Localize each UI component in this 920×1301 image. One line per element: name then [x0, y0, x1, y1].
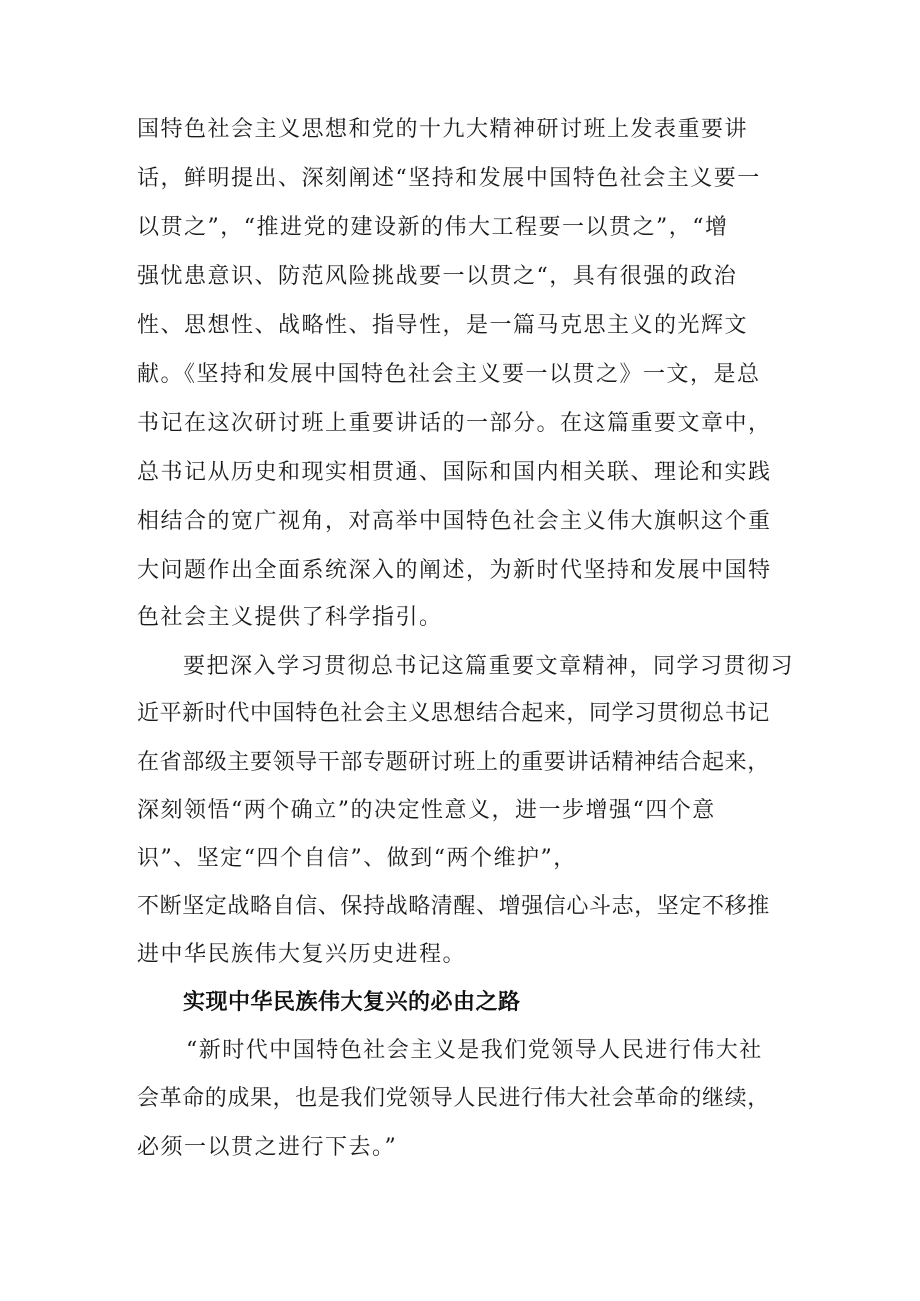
- paragraph-2-line-4: 深刻领悟“两个确立”的决定性意义，进一步增强“四个意: [137, 798, 716, 823]
- paragraph-2-line-1: 要把深入学习贯彻总书记这篇重要文章精神，同学习贯彻习: [183, 654, 795, 679]
- paragraph-2-line-6: 不断坚定战略自信、保持战略清醒、增强信心斗志，坚定不移推: [137, 894, 770, 919]
- paragraph-1-line-4: 强忧患意识、防范风险挑战要一以贯之“，具有很强的政治: [137, 264, 738, 289]
- paragraph-2-line-3: 在省部级主要领导干部专题研讨班上的重要讲话精神结合起来，: [137, 750, 770, 775]
- paragraph-1-line-10: 大问题作出全面系统深入的阐述，为新时代坚持和发展中国特: [137, 558, 772, 583]
- paragraph-1-line-5: 性、思想性、战略性、指导性，是一篇马克思主义的光辉文: [137, 313, 749, 338]
- paragraph-2-line-2: 近平新时代中国特色社会主义思想结合起来，同学习贯彻总书记: [137, 701, 770, 726]
- paragraph-1-line-7: 书记在这次研讨班上重要讲话的一部分。在这篇重要文章中，: [137, 411, 772, 436]
- paragraph-2-line-7: 进中华民族伟大复兴历史进程。: [137, 942, 467, 967]
- paragraph-1-line-1: 国特色社会主义思想和党的十九大精神研讨班上发表重要讲: [137, 117, 749, 142]
- quote-line-1: “新时代中国特色社会主义是我们党领导人民进行伟大社: [186, 1038, 763, 1063]
- paragraph-1-line-6: 献。《坚持和发展中国特色社会主义要一以贯之》一文，是总: [137, 362, 761, 387]
- paragraph-1-line-11: 色社会主义提供了科学指引。: [137, 605, 443, 630]
- paragraph-1-line-2: 话，鲜明提出、深刻阐述“坚持和发展中国特色社会主义要一: [137, 166, 761, 191]
- paragraph-1-line-8: 总书记从历史和现实相贯通、国际和国内相关联、理论和实践: [137, 460, 772, 485]
- paragraph-1-line-9: 相结合的宽广视角，对高举中国特色社会主义伟大旗帜这个重: [137, 509, 772, 534]
- quote-line-3: 必须一以贯之进行下去。”: [137, 1135, 398, 1160]
- paragraph-2-line-5: 识”、坚定“四个自信”、做到“两个维护”，: [137, 846, 577, 871]
- section-heading: 实现中华民族伟大复兴的必由之路: [183, 990, 521, 1015]
- paragraph-1-line-3: 以贯之”，“推进党的建设新的伟大工程要一以贯之”，“增: [137, 215, 729, 240]
- quote-line-2: 会革命的成果，也是我们党领导人民进行伟大社会革命的继续，: [137, 1086, 770, 1111]
